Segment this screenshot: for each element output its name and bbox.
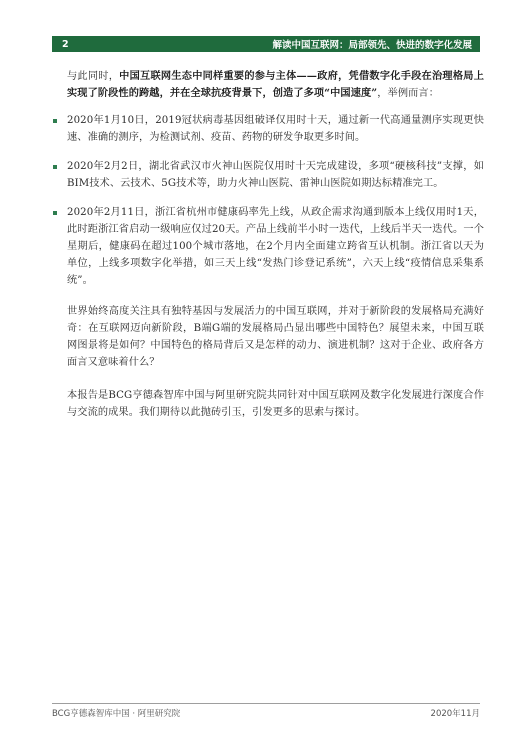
footer-date: 2020年11月 [430, 709, 480, 719]
bullet-square-icon [53, 119, 57, 123]
intro-bold-text: 中国互联网生态中同样重要的参与主体——政府，凭借数字化手段在治理格局上实现了阶段性的跨越，并在全球抗疫背景下，创造了多项“中国速度” [67, 70, 485, 99]
footer-publisher: BCG亨德森智库中国 · 阿里研究院 [52, 709, 181, 719]
bullet-text: 2020年2月2日，湖北省武汉市火神山医院仅用时十天完成建设，多项“硬核科技”支撑，如BIM技术、云技术、5G技术等，助力火神山医院、雷神山医院如期达标精准完工。 [67, 161, 484, 189]
page-number: 2 [62, 38, 69, 50]
bullet-text: 2020年2月11日，浙江省杭州市健康码率先上线，从政企需求沟通到版本上线仅用时1天，此时距浙江省启动一级响应仅过20天。产品上线前半小时一迭代，上线后半天一迭代。一个星期后，健康码在超过100个城市落地，在2个月内全面建立跨省互认机制。浙江省以天为单位，上线多项数字化举措，如三天上线“发热门诊登记系统”，六天上线“疫情信息采集系统”。 [67, 207, 484, 286]
bullet-item-genome [67, 112, 484, 146]
header-bar [52, 36, 480, 52]
paragraph-report-intro: 本报告是BCG亨德森智库中国与阿里研究院共同针对中国互联网及数字化发展进行深度合作与交流的成果。我们期待以此抛砖引玉，引发更多的思索与探讨。 [67, 390, 484, 418]
intro-lead: 与此同时， [67, 71, 120, 82]
paragraph-world-attention: 世界始终高度关注具有独特基因与发展活力的中国互联网，并对于新阶段的发展格局充满好奇：在互联网迈向新阶段，B端G端的发展格局凸显出哪些中国特色？展望未来，中国互联网图景将是如何？中国特色的格局背后又是怎样的动力、演进机制？这对于企业、政府各方面言又意味着什么？ [67, 306, 484, 368]
intro-tail: ，举例而言： [377, 88, 439, 99]
intro-paragraph [67, 68, 484, 102]
bullet-item-health-code [67, 204, 484, 289]
header-title: 解读中国互联网：局部领先、快进的数字化发展 [272, 40, 472, 51]
bullet-square-icon [53, 211, 57, 215]
main-content [67, 68, 484, 421]
bullet-text: 2020年1月10日，2019冠状病毒基因组破译仅用时十天，通过新一代高通量测序实现更快速、准确的测序，为检测试剂、疫苗、药物的研发争取更多时间。 [67, 115, 484, 143]
page-footer [52, 703, 480, 719]
bullet-item-huoshenshan [67, 158, 484, 192]
bullet-square-icon [53, 165, 57, 169]
